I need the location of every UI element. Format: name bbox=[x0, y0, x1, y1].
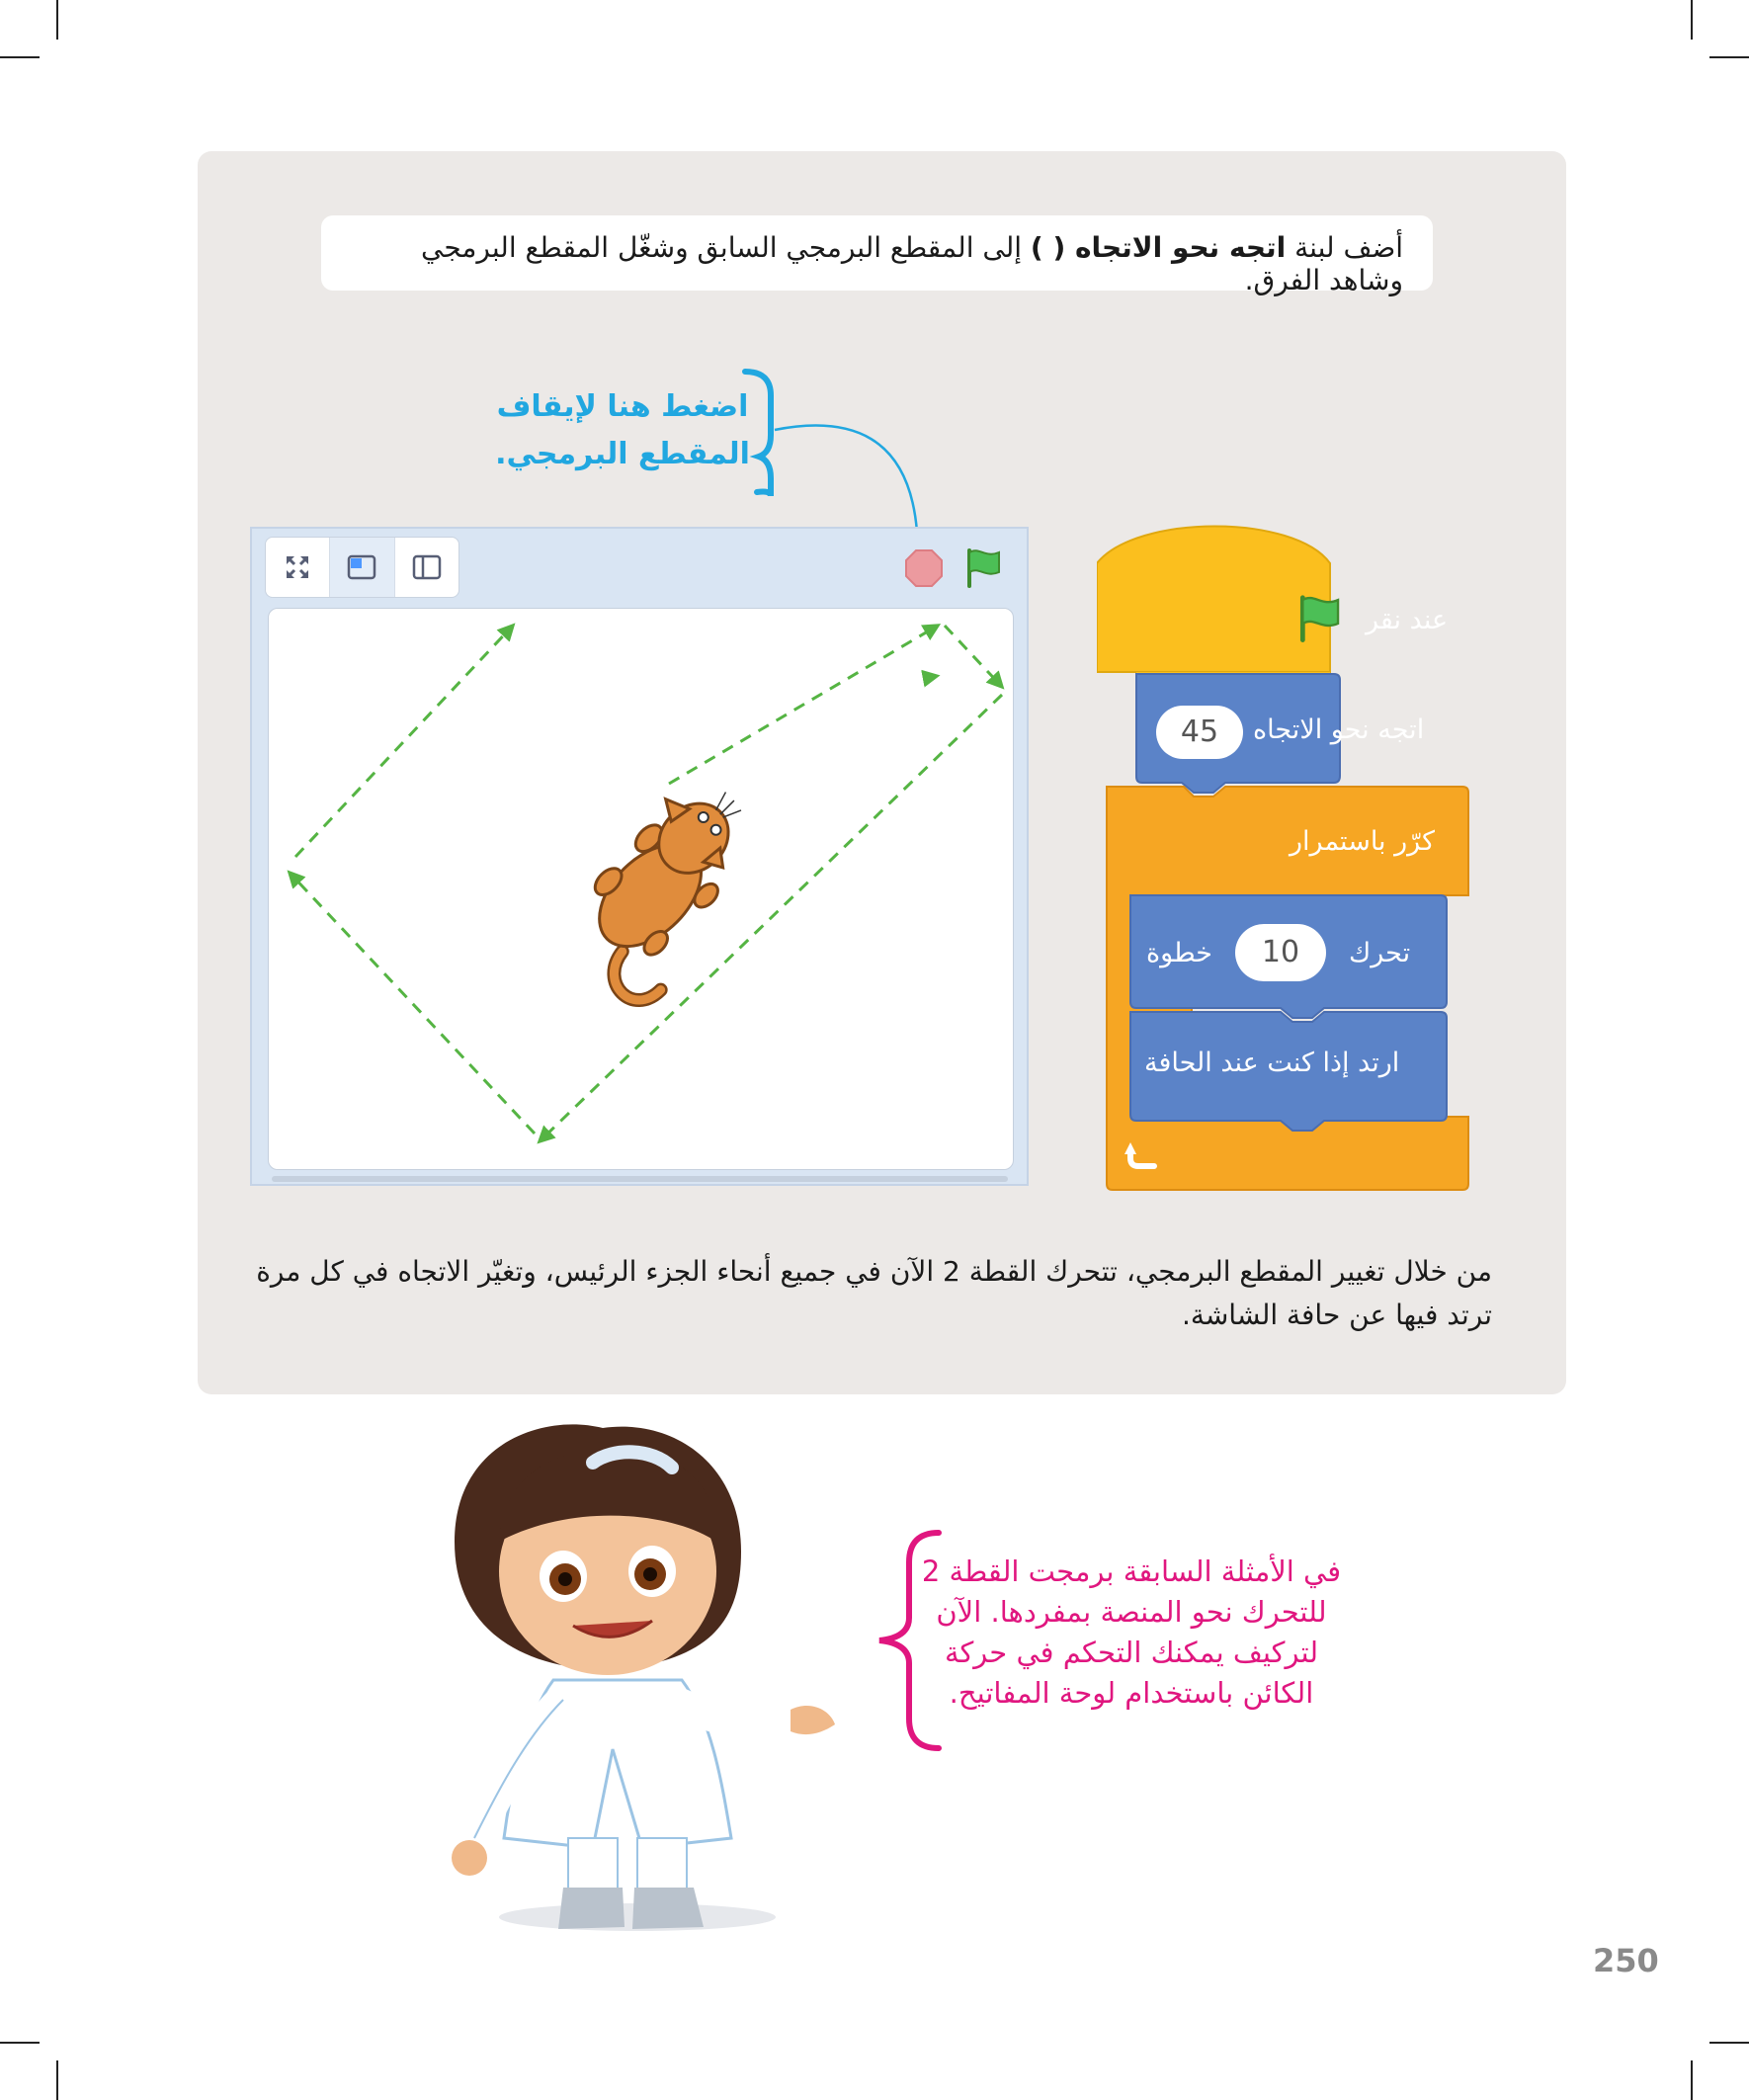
bounce-label: ارتد إذا كنت عند الحافة bbox=[1144, 1048, 1400, 1078]
crop-mark bbox=[1709, 56, 1749, 58]
instruction-box bbox=[321, 215, 1433, 296]
stop-callout bbox=[474, 383, 771, 478]
stage-drawing bbox=[268, 608, 1012, 1168]
stage-scrollbar bbox=[272, 1176, 1008, 1182]
fullscreen-button[interactable] bbox=[266, 538, 330, 597]
speech-text bbox=[919, 1552, 1344, 1714]
crop-mark bbox=[0, 56, 40, 58]
point-direction-label: اتجه نحو الاتجاه bbox=[1253, 714, 1425, 745]
forever-label: كرّر باستمرار bbox=[1290, 826, 1435, 857]
instruction-suffix: إلى المقطع البرمجي السابق وشغّل المقطع البرمجي وشاهد الفرق. bbox=[421, 231, 1403, 296]
move-steps-input[interactable]: 10 bbox=[1235, 924, 1326, 981]
normal-stage-button[interactable] bbox=[395, 538, 458, 597]
cat-sprite bbox=[546, 766, 791, 1011]
crop-mark bbox=[56, 0, 58, 40]
speech-line-1: في الأمثلة السابقة برمجت القطة 2 bbox=[921, 1554, 1342, 1588]
stage-layout-buttons bbox=[265, 537, 459, 598]
block-flag-icon bbox=[1294, 593, 1344, 642]
explanation-text: من خلال تغيير المقطع البرمجي، تتحرك القطة 2 الآن في جميع أنحاء الجزء الرئيس، وتغيّر الاتجاه في كل مرة ترتد فيها عن حافة الشاشة. bbox=[256, 1255, 1492, 1331]
move-label: تحرك bbox=[1349, 938, 1411, 968]
path-arrow bbox=[945, 626, 1002, 687]
crop-mark bbox=[1691, 2060, 1693, 2100]
fullscreen-icon bbox=[283, 552, 312, 582]
normal-stage-icon bbox=[412, 554, 442, 580]
when-flag-label: عند نقر bbox=[1366, 605, 1449, 635]
instruction-prefix: أضف لبنة bbox=[1286, 231, 1403, 264]
green-flag-icon[interactable] bbox=[963, 546, 1003, 588]
speech-line-3: لتركيف يمكنك التحكم في حركة bbox=[944, 1636, 1319, 1669]
instruction-block-name: اتجه نحو الاتجاه ( ) bbox=[1030, 231, 1287, 264]
speech-line-4: الكائن باستخدام لوحة المفاتيح. bbox=[949, 1676, 1314, 1710]
crop-mark bbox=[56, 2060, 58, 2100]
crop-mark bbox=[0, 2042, 40, 2044]
direction-input[interactable]: 45 bbox=[1156, 706, 1243, 759]
callout-line-2: المقطع البرمجي. bbox=[495, 437, 750, 471]
small-stage-icon bbox=[347, 554, 376, 580]
callout-connector bbox=[731, 366, 949, 544]
steps-label: خطوة bbox=[1146, 938, 1212, 968]
path-arrow bbox=[295, 626, 513, 857]
crop-mark bbox=[1691, 0, 1693, 40]
path-arrow bbox=[290, 873, 535, 1134]
crop-mark bbox=[1709, 2042, 1749, 2044]
page-number: 250 bbox=[1593, 1942, 1659, 1979]
girl-character bbox=[415, 1423, 850, 1937]
speech-line-2: للتحرك نحو المنصة بمفردها. الآن bbox=[936, 1595, 1327, 1629]
path-arrow bbox=[669, 626, 938, 784]
loop-arrow-icon bbox=[1124, 1136, 1170, 1176]
small-stage-button[interactable] bbox=[330, 538, 394, 597]
path-arrow bbox=[444, 676, 937, 769]
callout-line-1: اضغط هنا لإيقاف bbox=[496, 389, 749, 424]
stop-sign-icon[interactable] bbox=[904, 548, 944, 588]
